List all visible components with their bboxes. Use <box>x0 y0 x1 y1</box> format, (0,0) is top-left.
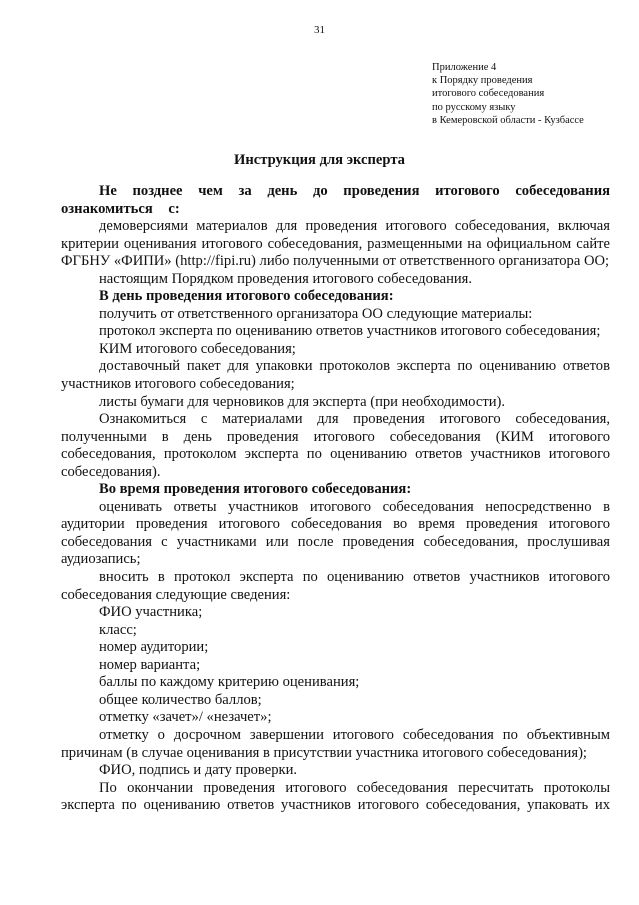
appendix-line: к Порядку проведения <box>432 75 533 87</box>
appendix-header <box>432 61 632 127</box>
list-item: номер аудитории; <box>99 639 209 656</box>
list-item: номер варианта; <box>99 656 201 673</box>
body-paragraph: получить от ответственного организатора ОО следующие материалы: <box>99 305 533 322</box>
body-paragraph: Ознакомиться с материалами для проведения итогового собеседования, полученными в день проведения итогового собеседования (КИМ итогового собеседования, протоколом эксперта по оцениванию ответов участников итогового собеседования). <box>61 411 610 480</box>
list-item: отметку о досрочном завершении итогового собеседования по объективным причинам (в случае оценивания в присутствии участника итогового собеседования); <box>61 726 610 761</box>
body-paragraph: листы бумаги для черновиков для эксперта (при необходимости). <box>99 393 506 410</box>
document-title: Инструкция для эксперта <box>234 152 405 168</box>
body-paragraph: вносить в протокол эксперта по оцениванию ответов участников итогового собеседования следующие сведения: <box>61 569 610 603</box>
body-paragraph: По окончании проведения итогового собеседования пересчитать протоколы эксперта по оцениванию ответов участников итогового собеседования, упаковать их <box>61 779 610 814</box>
body-paragraph: протокол эксперта по оцениванию ответов участников итогового собеседования; <box>99 323 601 340</box>
page-number: 31 <box>314 24 325 36</box>
list-item: ФИО участника; <box>99 604 203 621</box>
list-item: ФИО, подпись и дату проверки. <box>99 762 298 779</box>
body-paragraph: оценивать ответы участников итогового собеседования непосредственно в аудитории проведения итогового собеседования во время проведения итогового собеседования с участниками или после проведения собеседования, прослушивая аудиозапись; <box>61 498 610 568</box>
document-body <box>61 183 610 815</box>
list-item: баллы по каждому критерию оценивания; <box>99 674 360 691</box>
body-paragraph: настоящим Порядком проведения итогового собеседования. <box>99 270 473 287</box>
appendix-line: в Кемеровской области - Кузбассе <box>432 114 584 126</box>
body-paragraph: демоверсиями материалов для проведения итогового собеседования, включая критерии оценивания итогового собеседования, размещенными на официальном сайте ФГБНУ «ФИПИ» (http://fipi.ru) либо полученными от ответственного организатора ОО; <box>61 218 610 270</box>
body-paragraph: доставочный пакет для упаковки протоколов эксперта по оцениванию ответов участников итогового собеседования; <box>61 358 610 393</box>
section-heading: Во время проведения итогового собеседования: <box>99 481 412 498</box>
section-heading: В день проведения итогового собеседования: <box>99 288 394 305</box>
appendix-line: итогового собеседования <box>432 88 545 100</box>
appendix-line: Приложение 4 <box>432 62 497 73</box>
appendix-line: по русскому языку <box>432 101 516 113</box>
list-item: отметку «зачет»/ «незачет»; <box>99 709 272 726</box>
list-item: класс; <box>99 621 137 638</box>
list-item: общее количество баллов; <box>99 691 262 708</box>
section-heading: Не позднее чем за день до проведения итогового собеседования ознакомиться с: <box>61 183 610 217</box>
body-paragraph: КИМ итогового собеседования; <box>99 340 296 357</box>
